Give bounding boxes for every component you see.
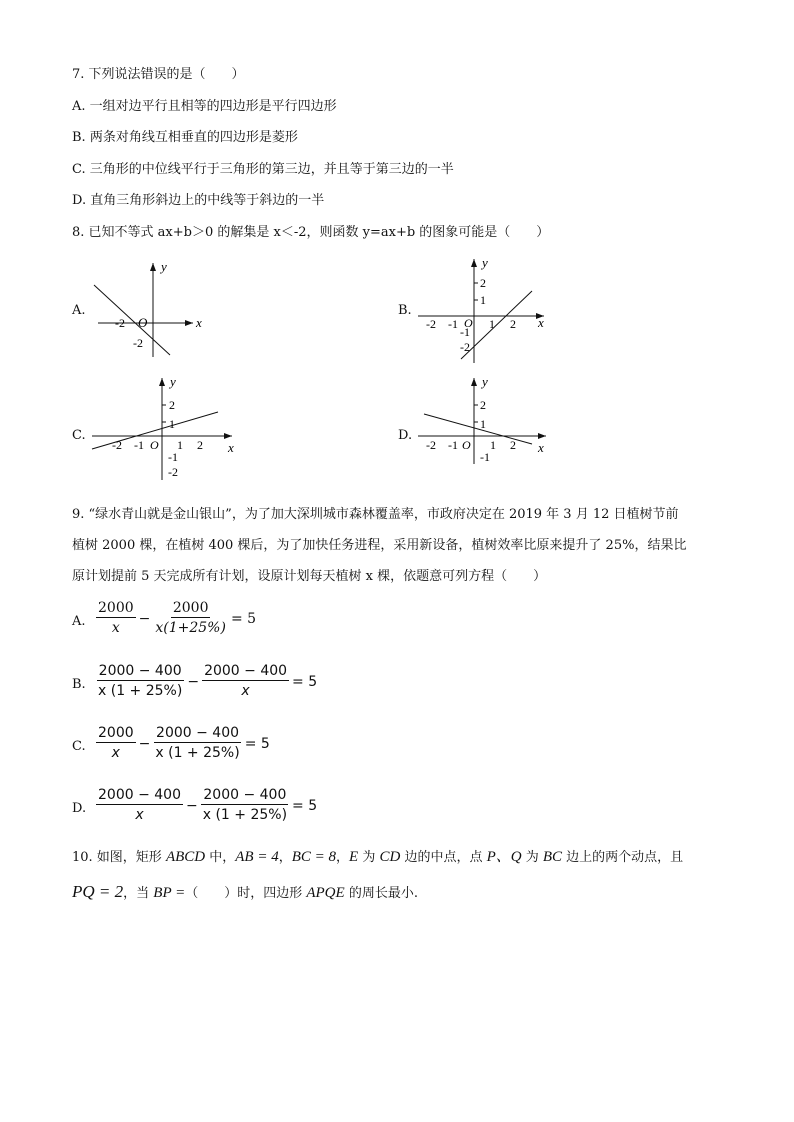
q8-graph-a <box>88 255 218 365</box>
graph-d-x-tick-1: 1 <box>490 438 496 452</box>
q10-ab: AB = 4 <box>235 849 279 865</box>
eq-a-num1: 2000 <box>98 600 134 616</box>
graph-b-x-tick-2: 2 <box>510 317 516 331</box>
eq-b-minus: − <box>187 673 200 690</box>
graph-d-x-tick-neg2: -2 <box>426 438 436 452</box>
graph-b-origin: O <box>464 316 473 330</box>
graph-b-y-tick-neg2: -2 <box>460 340 470 354</box>
q8-label-d: D. <box>398 428 413 443</box>
graph-c-origin: O <box>150 438 159 452</box>
q8-label-c: C. <box>72 428 86 443</box>
eq-c-minus: − <box>138 735 151 752</box>
q10-text: 边上的两个动点，且 <box>562 850 684 865</box>
q8-graph-d <box>414 372 554 472</box>
q8-label-b: B. <box>398 303 412 318</box>
q7-option-c: C. 三角形的中位线平行于三角形的第三边，并且等于第三边的一半 <box>72 162 454 177</box>
graph-b-x-label: x <box>538 315 544 330</box>
q9-equation-b <box>96 663 320 700</box>
graph-c-y-tick-neg1: -1 <box>168 450 178 464</box>
graph-c-x-label: x <box>228 440 234 455</box>
q7-option-a: A. 一组对边平行且相等的四边形是平行四边形 <box>72 99 337 114</box>
eq-d-num1: 2000 − 400 <box>98 787 181 803</box>
q10-quad-apqe: APQE <box>306 885 345 901</box>
graph-c-x-tick-2: 2 <box>197 438 203 452</box>
q8-graph-c <box>88 372 238 482</box>
graph-a-y-label: y <box>161 259 167 274</box>
q10-text: 为 <box>521 850 543 865</box>
eq-b-rhs: = 5 <box>292 673 318 690</box>
eq-c-num1: 2000 <box>98 725 134 741</box>
graph-c-y-tick-2: 2 <box>169 398 175 412</box>
q10-text: 为 <box>358 850 380 865</box>
eq-a-rhs: = 5 <box>230 610 257 627</box>
q7-option-d: D. 直角三角形斜边上的中线等于斜边的一半 <box>72 193 325 208</box>
graph-d-x-tick-neg1: -1 <box>448 438 458 452</box>
q10-text: ， <box>278 850 292 865</box>
graph-d-y-tick-1: 1 <box>480 417 486 431</box>
graph-d-y-tick-neg1: -1 <box>480 450 490 464</box>
eq-c-den1: x <box>111 745 120 761</box>
graph-c-y-label: y <box>170 374 176 389</box>
q10-pq-eq: PQ = 2 <box>72 882 124 901</box>
eq-c-den2: x (1 + 25%) <box>155 745 240 761</box>
q9-line-1: 9. “绿水青山就是金山银山”，为了加大深圳城市森林覆盖率，市政府决定在 2019 年 3 月 12 日植树节前 <box>72 507 679 522</box>
graph-d-x-tick-2: 2 <box>510 438 516 452</box>
graph-d-y-tick-2: 2 <box>480 398 486 412</box>
eq-c-rhs: = 5 <box>244 735 270 752</box>
eq-d-minus: − <box>185 797 198 814</box>
graph-b-x-tick-neg2: -2 <box>426 317 436 331</box>
graph-b-y-label: y <box>482 255 488 270</box>
q9-label-c: C. <box>72 739 86 754</box>
eq-a-den2: x(1+25%) <box>155 620 226 636</box>
q10-bc: BC = 8 <box>291 849 337 865</box>
eq-d-rhs: = 5 <box>292 797 318 814</box>
graph-c-y-tick-1: 1 <box>169 417 175 431</box>
graph-b-y-tick-neg1: -1 <box>460 325 470 339</box>
eq-a-den1: x <box>111 620 120 636</box>
eq-b-den1: x (1 + 25%) <box>98 683 183 699</box>
graph-c-y-tick-neg2: -2 <box>168 465 178 479</box>
q10-text: 的周长最小. <box>344 886 418 901</box>
q7-stem: 7. 下列说法错误的是（ ） <box>72 67 245 82</box>
graph-b-y-tick-1: 1 <box>480 293 486 307</box>
q10-text: 10. 如图，矩形 <box>72 850 166 865</box>
graph-d-x-label: x <box>538 440 544 455</box>
graph-c-x-tick-neg2: -2 <box>112 438 122 452</box>
graph-a-x-label: x <box>196 315 202 330</box>
q9-equation-d <box>96 787 320 824</box>
q10-line-2 <box>72 884 418 902</box>
q9-line-2: 植树 2000 棵，在植树 400 棵后，为了加快任务进程，采用新设备，植树效率比原来提升了 25%，结果比 <box>72 538 687 553</box>
graph-b-x-tick-1: 1 <box>489 317 495 331</box>
graph-d-origin: O <box>462 438 471 452</box>
q10-cd: CD <box>379 849 401 865</box>
q10-line-1 <box>72 849 683 866</box>
q10-text: ，当 <box>123 886 154 901</box>
eq-b-den2: x <box>241 683 250 699</box>
eq-b-num2: 2000 − 400 <box>204 663 288 679</box>
graph-c-x-tick-1: 1 <box>177 438 183 452</box>
q7-option-b: B. 两条对角线互相垂直的四边形是菱形 <box>72 130 298 145</box>
q8-graph-b <box>414 255 554 365</box>
eq-d-den1: x <box>135 807 144 823</box>
eq-a-minus: − <box>138 610 151 627</box>
q10-bc-side: BC <box>542 849 563 865</box>
graph-a-origin: O <box>138 315 148 330</box>
q8-label-a: A. <box>72 303 86 318</box>
q9-equation-c <box>96 725 273 762</box>
eq-d-num2: 2000 − 400 <box>203 787 287 803</box>
graph-c-x-tick-neg1: -1 <box>134 438 144 452</box>
q10-bp: BP = <box>153 885 186 901</box>
q8-stem: 8. 已知不等式 ax+b＞0 的解集是 x＜-2，则函数 y=ax+b 的图象可能是（ ） <box>72 225 550 240</box>
eq-b-num1: 2000 − 400 <box>98 663 182 679</box>
q10-points-pq: P、Q <box>486 849 522 865</box>
q9-label-b: B. <box>72 677 86 692</box>
q10-text: ， <box>336 850 350 865</box>
q10-text: 中， <box>205 850 236 865</box>
eq-c-num2: 2000 − 400 <box>156 725 240 741</box>
q9-label-a: A. <box>72 614 86 629</box>
q10-text: 边的中点，点 <box>400 850 487 865</box>
q9-line-3: 原计划提前 5 天完成所有计划，设原计划每天植树 x 棵，依题意可列方程（ ） <box>72 569 547 584</box>
q10-text: （ ）时，四边形 <box>185 886 307 901</box>
q9-equation-a <box>96 600 259 637</box>
q9-label-d: D. <box>72 801 87 816</box>
eq-d-den2: x (1 + 25%) <box>202 807 288 823</box>
q10-point-e: E <box>349 849 359 865</box>
graph-a-y-tick: -2 <box>133 336 143 350</box>
graph-d-y-label: y <box>482 374 488 389</box>
eq-a-num2: 2000 <box>172 600 209 616</box>
graph-b-y-tick-2: 2 <box>480 276 486 290</box>
q10-rect-abcd: ABCD <box>165 849 206 865</box>
graph-b-x-tick-neg1: -1 <box>448 317 458 331</box>
graph-a-x-tick: -2 <box>115 316 125 330</box>
